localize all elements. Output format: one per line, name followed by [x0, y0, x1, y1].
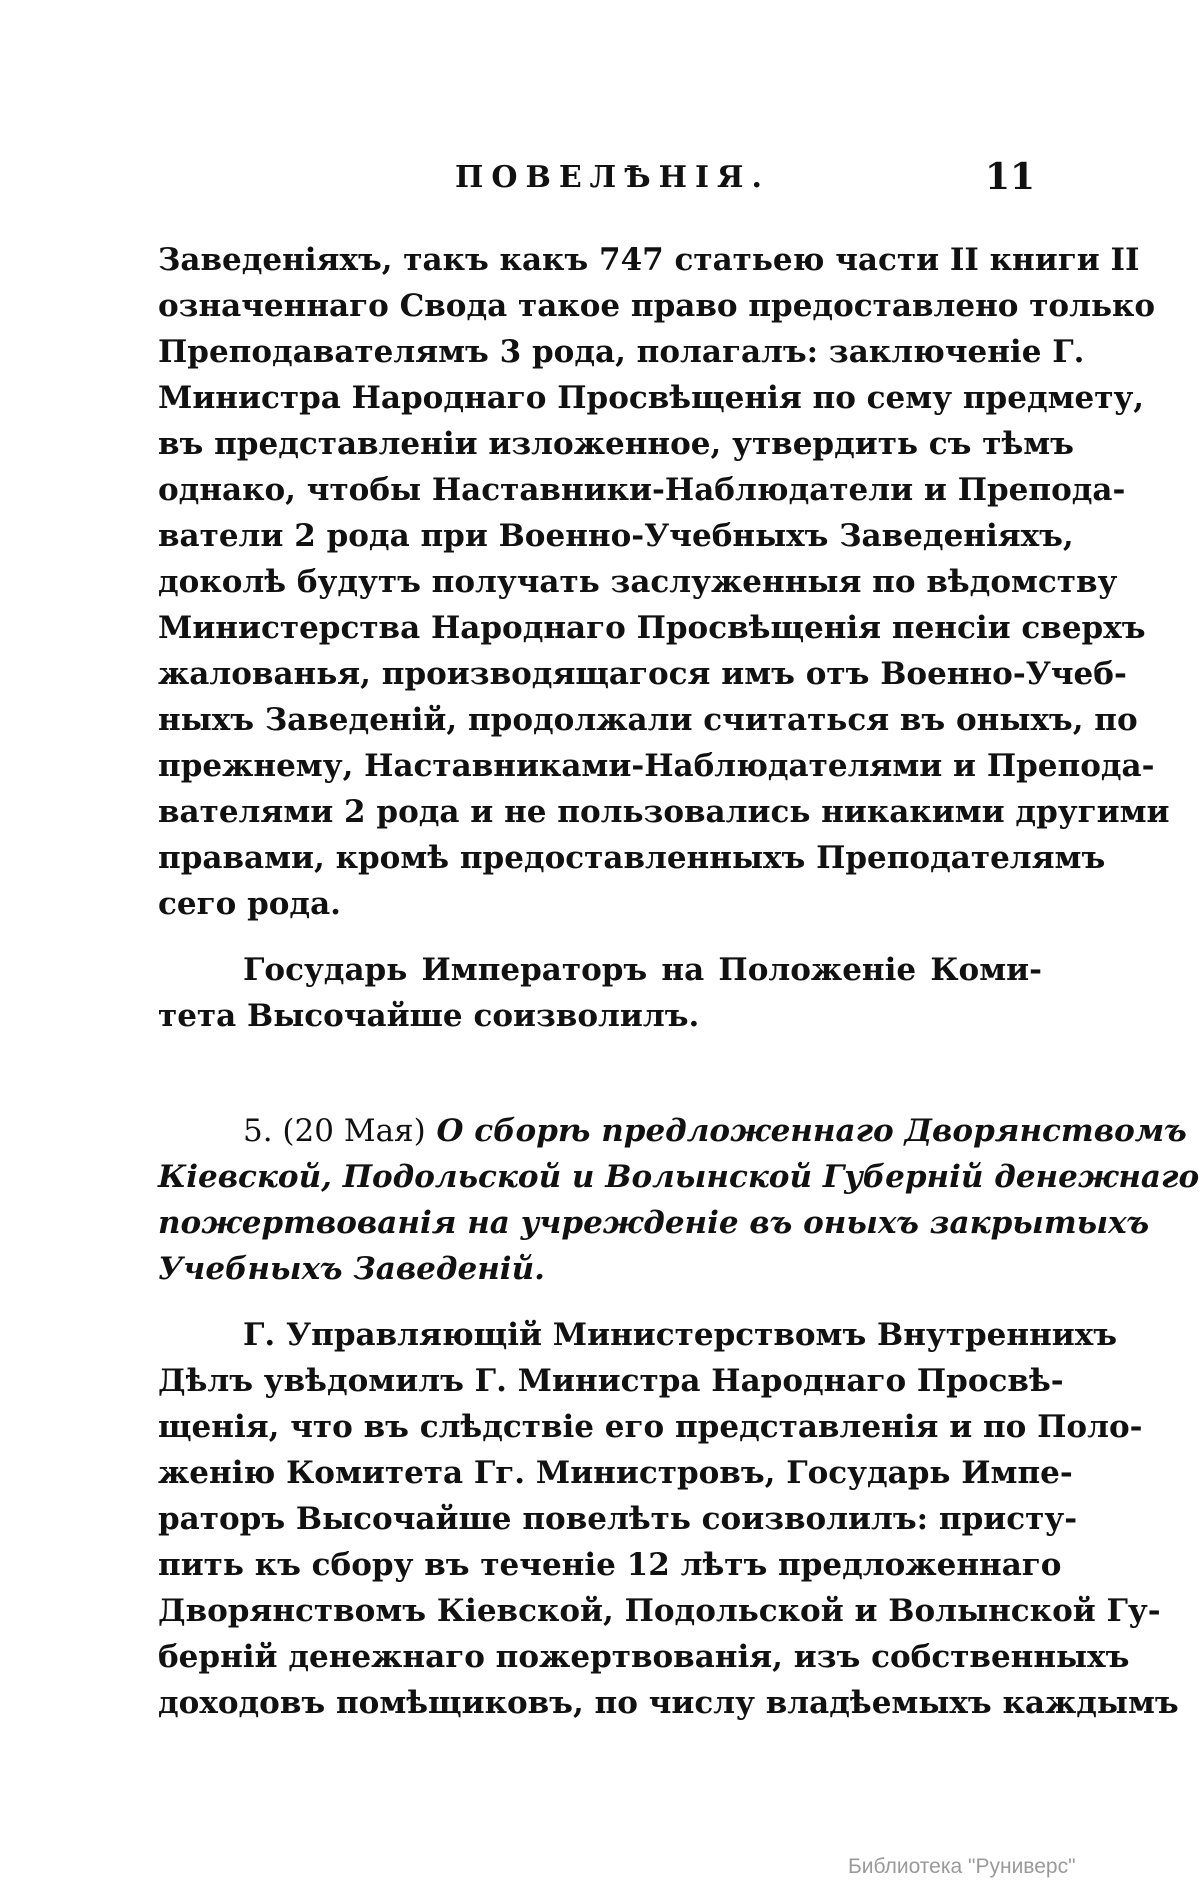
text-line: Г. Управляющій Министерствомъ Внутреннихъ [243, 1317, 1118, 1353]
text-line: въ представленіи изложенное, утвердить съ тѣмъ [158, 426, 1074, 462]
text-line: сего рода. [158, 886, 341, 922]
text-line: тета Высочайше соизволилъ. [158, 998, 700, 1034]
text-line: доходовъ помѣщиковъ, по числу владѣемыхъ каждымъ [158, 1685, 1179, 1721]
paragraph-imperial-consent [158, 947, 1042, 1039]
section-heading-line: Кіевской, Подольской и Волынской Губерній денежнаго [158, 1159, 1200, 1195]
text-line: ватели 2 рода при Военно-Учебныхъ Заведеніяхъ, [158, 518, 1074, 554]
text-line: вателями 2 рода и не пользовались никакими другими [158, 794, 1170, 830]
text-line: доколѣ будутъ получать заслуженныя по вѣдомству [158, 564, 1118, 600]
paragraph-ministry-notice [158, 1312, 1179, 1726]
section-5-heading [158, 1108, 1200, 1292]
text-line: правами, кромѣ предоставленныхъ Преподателямъ [158, 840, 1106, 876]
text-line: Министерства Народнаго Просвѣщенія пенсіи сверхъ [158, 610, 1146, 646]
text-line: Преподавателямъ 3 рода, полагалъ: заключеніе Г. [158, 334, 1085, 370]
section-number: 5. (20 Мая) [243, 1113, 426, 1149]
text-line: пить къ сбору въ теченіе 12 лѣтъ предложеннаго [158, 1547, 1062, 1583]
section-heading-line: Учебныхъ Заведеній. [158, 1251, 545, 1287]
section-heading-line: пожертвованія на учрежденіе въ оныхъ закрытыхъ [158, 1205, 1150, 1241]
library-watermark: Библиотека "Руниверс" [848, 1855, 1076, 1878]
section-heading-line [158, 1108, 1187, 1154]
page-number: 11 [985, 156, 1036, 198]
text-line: раторъ Высочайше повелѣть соизволилъ: присту- [158, 1501, 1078, 1537]
text-line: жалованья, производящагося имъ отъ Военно-Учеб- [158, 656, 1127, 692]
text-line: Государь Императоръ на Положеніе Коми- [243, 952, 1042, 988]
text-line: Дворянствомъ Кіевской, Подольской и Волынской Гу- [158, 1593, 1161, 1629]
running-title: ПОВЕЛѢНІЯ. [455, 160, 770, 195]
text-line: берній денежнаго пожертвованія, изъ собственныхъ [158, 1639, 1130, 1675]
text-line: Заведеніяхъ, такъ какъ 747 статьею части II книги II [158, 242, 1140, 278]
text-line: Дѣлъ увѣдомилъ Г. Министра Народнаго Просвѣ- [158, 1363, 1064, 1399]
running-head [0, 156, 1200, 210]
section-title-start: О сборѣ предложеннаго Дворянствомъ [436, 1113, 1187, 1149]
text-line: женію Комитета Гг. Министровъ, Государь Импе- [158, 1455, 1073, 1491]
text-line: означеннаго Свода такое право предоставлено только [158, 288, 1156, 324]
paragraph-decision [158, 237, 1170, 927]
text-line: Министра Народнаго Просвѣщенія по сему предмету, [158, 380, 1145, 416]
text-line: прежнему, Наставниками-Наблюдателями и Препода- [158, 748, 1155, 784]
text-line: ныхъ Заведеній, продолжали считаться въ оныхъ, по [158, 702, 1138, 738]
text-line: однако, чтобы Наставники-Наблюдатели и Препода- [158, 472, 1126, 508]
text-line: щенія, что въ слѣдствіе его представленія и по Поло- [158, 1409, 1143, 1445]
